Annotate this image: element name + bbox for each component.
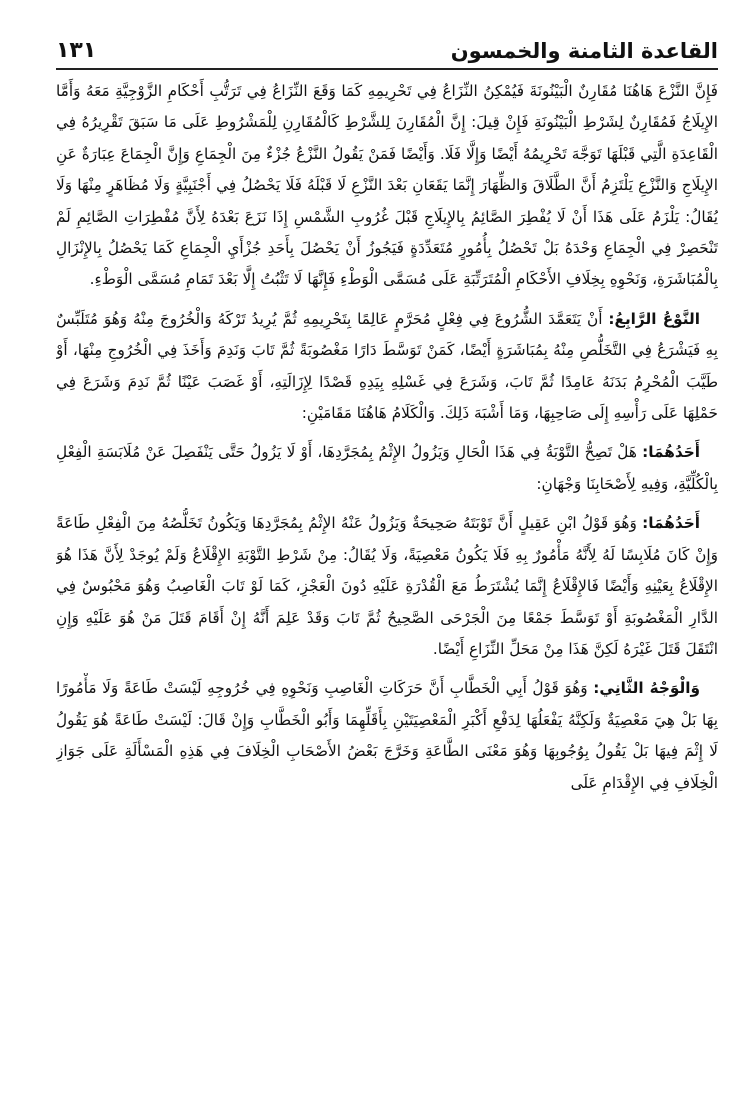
paragraph-2-text: أَنْ يَتَعَمَّدَ الشُّرُوعَ فِي فِعْلٍ مُحَرَّمٍ عَالِمًا بِتَحْرِيمِهِ ثُمَّ يُرِيدُ تَرْكَهُ وَالْخُرُوجَ مِنْهُ وَهُوَ مُتَلَبِّسٌ بِهِ فَيَشْرَعُ فِي التَّخَلُّصِ مِنْهُ بِمُبَاشَرَةٍ أَيْضًا، كَمَنْ تَوَسَّطَ دَارًا مَغْصُوبَةً ثُمَّ تَابَ وَنَدِمَ وَأَخَذَ فِي الْخُرُوجِ مِنْهَا، أَوْ طَيَّبَ الْمُحْرِمُ بَدَنَهُ عَامِدًا ثُمَّ تَابَ، وَشَرَعَ فِي غَسْلِهِ بِيَدِهِ قَصْدًا لِإِزَالَتِهِ، أَوْ غَصَبَ عَيْنًا ثُمَّ نَدِمَ وَشَرَعَ فِي حَمْلِهَا عَلَى رَأْسِهِ إِلَى صَاحِبِهَا، وَمَا أَشْبَهَ ذَلِكَ. وَالْكَلَامُ هَاهُنَا مَقَامَيْنِ: (56, 309, 718, 423)
running-header (56, 30, 718, 70)
paragraph-1-text: فَإِنَّ النَّزْعَ هَاهُنَا مُقَارِنٌ الْبَيْنُونَةَ فَيُمْكِنُ النِّزَاعُ فِي تَحْرِيمِهِ كَمَا وَقَعَ النِّزَاعُ فِي تَرَتُّبِ أَحْكَامِ الزَّوْجِيَّةِ مَعَهُ وَأَمَّا الإِيلَاجُ فَمُقَارِنٌ لِشَرْطِ الْبَيْنُونَةِ فَإِنْ قِيلَ: إِنَّ الْمُقَارِنَ لِلشَّرْطِ كَالْمُقَارِنِ لِلْمَشْرُوطِ عَلَى مَا سَبَقَ تَقْرِيرُهُ فِي الْقَاعِدَةِ الَّتِي قَبْلَهَا تَوَجَّهَ تَحْرِيمُهُ أَيْضًا وَإِلَّا فَلَا. وَأَيْضًا فَمَنْ يَقُولُ النَّزْعُ جُزْءٌ مِنَ الْجِمَاعِ وَإِنَّ الْجِمَاعَ عِبَارَةٌ عَنِ الإِيلَاجِ وَالنَّزْعِ يَلْتَزِمُ أَنَّ الطَّلَاقَ وَالظِّهَارَ إِنَّمَا يَقَعَانِ بَعْدَ النَّزْعِ لَا قَبْلَهُ فَلَا يَحْصُلُ فِي أَجْنَبِيَّةٍ وَلَا مُظَاهَرٍ مِنْهَا وَلَا يُقَالُ: يَلْزَمُ عَلَى هَذَا أَنْ لَا يُفْطِرَ الصَّائِمُ بِالإِيلَاجِ قَبْلَ غُرُوبِ الشَّمْسِ إِذَا نَزَعَ بَعْدَهُ لِأَنَّ مُفْطِرَاتِ الصَّائِمِ لَمْ تَنْحَصِرْ فِي الْجِمَاعِ وَحْدَهُ بَلْ تَحْصُلُ بِأُمُورٍ مُتَعَدِّدَةٍ فَيَجُوزُ أَنْ يَحْصُلَ بِأَحَدِ جُزْأَيِ الْجِمَاعِ كَمَا يَحْصُلُ بِالإِنْزَالِ بِالْمُبَاشَرَةِ، وَنَحْوِهِ بِخِلَافِ الأَحْكَامِ الْمُتَرَتِّبَةِ عَلَى مُسَمَّى الْوَطْءِ فَإِنَّهَا لَا تَثْبُتُ إِلَّا بَعْدَ تَمَامِ مُسَمَّى الْوَطْءِ. (56, 82, 718, 289)
body-text (56, 76, 718, 799)
paragraph-2 (56, 304, 718, 430)
paragraph-5 (56, 673, 718, 799)
paragraph-2-lead: النَّوْعُ الرَّابِعُ: (608, 309, 701, 328)
paragraph-1 (56, 76, 718, 296)
paragraph-4-lead: أَحَدُهُمَا: (642, 514, 700, 533)
document-page (56, 30, 718, 1080)
page-number: ١٣١ (56, 38, 97, 63)
running-title: القاعدة الثامنة والخمسون (450, 39, 718, 63)
paragraph-5-text: وَهُوَ قَوْلُ أَبِي الْخَطَّابِ أَنَّ حَرَكَاتِ الْغَاصِبِ وَنَحْوِهِ فِي خُرُوجِهِ لَيْسَتْ طَاعَةً وَلَا مَأْمُورًا بِهَا بَلْ هِيَ مَعْصِيَةٌ وَلَكِنَّهُ يَفْعَلُهَا لِدَفْعِ أَكْبَرِ الْمَعْصِيَتَيْنِ بِأَقَلِّهِمَا وَأَبُو الْخَطَّابِ وَإِنْ قَالَ: لَيْسَتْ طَاعَةً هُوَ يَقُولُ لَا إِثْمَ فِيهَا بَلْ يَقُولُ بِوُجُوبِهَا وَهُوَ مَعْنَى الطَّاعَةِ وَخَرَّجَ بَعْضُ الأَصْحَابِ الْخِلَافَ فِي هَذِهِ الْمَسْأَلَةِ عَلَى جَوَازِ الْخِلَافِ فِي الإِقْدَامِ عَلَى (56, 679, 718, 792)
paragraph-3 (56, 437, 718, 500)
paragraph-4-text: وَهُوَ قَوْلُ ابْنِ عَقِيلٍ أَنَّ تَوْبَتَهُ صَحِيحَةٌ وَيَزُولُ عَنْهُ الإِثْمُ بِمُجَرَّدِهَا وَيَكُونُ تَخَلُّصُهُ مِنَ الْفِعْلِ طَاعَةً وَإِنْ كَانَ مُلَابِسًا لَهُ لِأَنَّهُ مَأْمُورٌ بِهِ فَلَا يَكُونُ مَعْصِيَةً، وَلَا يُقَالُ: مِنْ شَرْطِ التَّوْبَةِ الإِقْلَاعُ وَلَمْ يُوجَدْ لِأَنَّ هَذَا هُوَ الإِقْلَاعُ بِعَيْنِهِ وَأَيْضًا فَالإِقْلَاعُ إِنَّمَا يُشْتَرَطُ مَعَ الْقُدْرَةِ عَلَيْهِ دُونَ الْعَجْزِ، كَمَا لَوْ تَابَ الْغَاصِبُ وَهُوَ مَحْبُوسٌ فِي الدَّارِ الْمَغْصُوبَةِ أَوْ تَوَسَّطَ جَمْعًا مِنَ الْجَرْحَى الصَّحِيحُ ثُمَّ تَابَ وَقَدْ عَلِمَ أَنَّهُ إِنْ أَقَامَ قَتَلَ مَنْ هُوَ عَلَيْهِ وَإِنِ انْتَقَلَ قَتَلَ غَيْرَهُ لَكِنَّ هَذَا مِنْ مَحَلِّ النِّزَاعِ أَيْضًا. (56, 514, 718, 658)
paragraph-5-lead: وَالْوَجْهُ الثَّانِي: (593, 679, 700, 698)
paragraph-3-text: هَلْ تَصِحُّ التَّوْبَةُ فِي هَذَا الْحَالِ وَيَزُولُ الإِثْمُ بِمُجَرَّدِهَا، أَوْ لَا يَزُولُ حَتَّى يَنْفَصِلَ عَنْ مُلَابَسَةِ الْفِعْلِ بِالْكُلِّيَّةِ، وَفِيهِ لِأَصْحَابِنَا وَجْهَانِ: (56, 443, 718, 493)
paragraph-4 (56, 508, 718, 665)
paragraph-3-lead: أَحَدُهُمَا: (642, 443, 700, 462)
